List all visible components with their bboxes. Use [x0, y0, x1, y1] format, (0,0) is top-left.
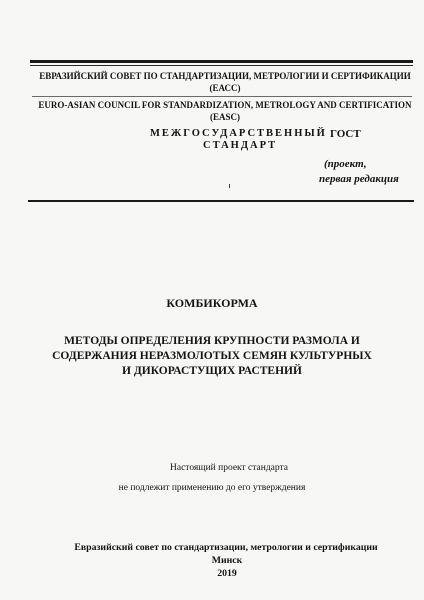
header-separator [32, 96, 412, 97]
draft-notice [0, 458, 424, 498]
council-en-name: EURO-ASIAN COUNCIL FOR STANDARDIZATION, METROLOGY AND CERTIFICATION [38, 100, 412, 110]
notice-line-1: Настоящий проект стандарта [170, 463, 288, 473]
header-bottom-rule [28, 200, 414, 202]
draft-note [319, 157, 399, 187]
footer-city: Минск [211, 555, 243, 566]
council-en-abbr: (EASC) [209, 112, 240, 122]
document-subtitle [0, 334, 424, 379]
subtitle-line-3: И ДИКОРАСТУЩИХ РАСТЕНИЙ [122, 365, 302, 377]
draft-line-2: первая редакция [319, 173, 399, 185]
gost-label: ГОСТ [330, 128, 361, 140]
document-footer [0, 541, 424, 580]
notice-line-2: не подлежит применению до его утверждения [118, 483, 306, 493]
header-thin-rule [30, 65, 413, 66]
council-ru-block [30, 70, 420, 94]
scan-mark [229, 184, 230, 188]
council-ru-name: ЕВРАЗИЙСКИЙ СОВЕТ ПО СТАНДАРТИЗАЦИИ, МЕТРОЛОГИИ И СЕРТИФИКАЦИИ [39, 71, 411, 81]
interstate-line: МЕЖГОСУДАРСТВЕННЫЙ [150, 128, 327, 139]
footer-year: 2019 [217, 568, 237, 579]
footer-org: Евразийский совет по стандартизации, метрологии и сертификации [74, 542, 378, 553]
header-top-rule [30, 60, 413, 63]
subtitle-line-1: МЕТОДЫ ОПРЕДЕЛЕНИЯ КРУПНОСТИ РАЗМОЛА И [64, 335, 360, 347]
document-title: КОМБИКОРМА [166, 296, 258, 310]
council-en-block [30, 99, 420, 123]
interstate-standard-label [150, 128, 327, 152]
council-ru-abbr: (ЕАСС) [209, 83, 241, 93]
subtitle-line-2: СОДЕРЖАНИЯ НЕРАЗМОЛОТЫХ СЕМЯН КУЛЬТУРНЫХ [52, 350, 372, 362]
draft-line-1: (проект, [324, 158, 367, 170]
standard-line: СТАНДАРТ [203, 140, 278, 151]
